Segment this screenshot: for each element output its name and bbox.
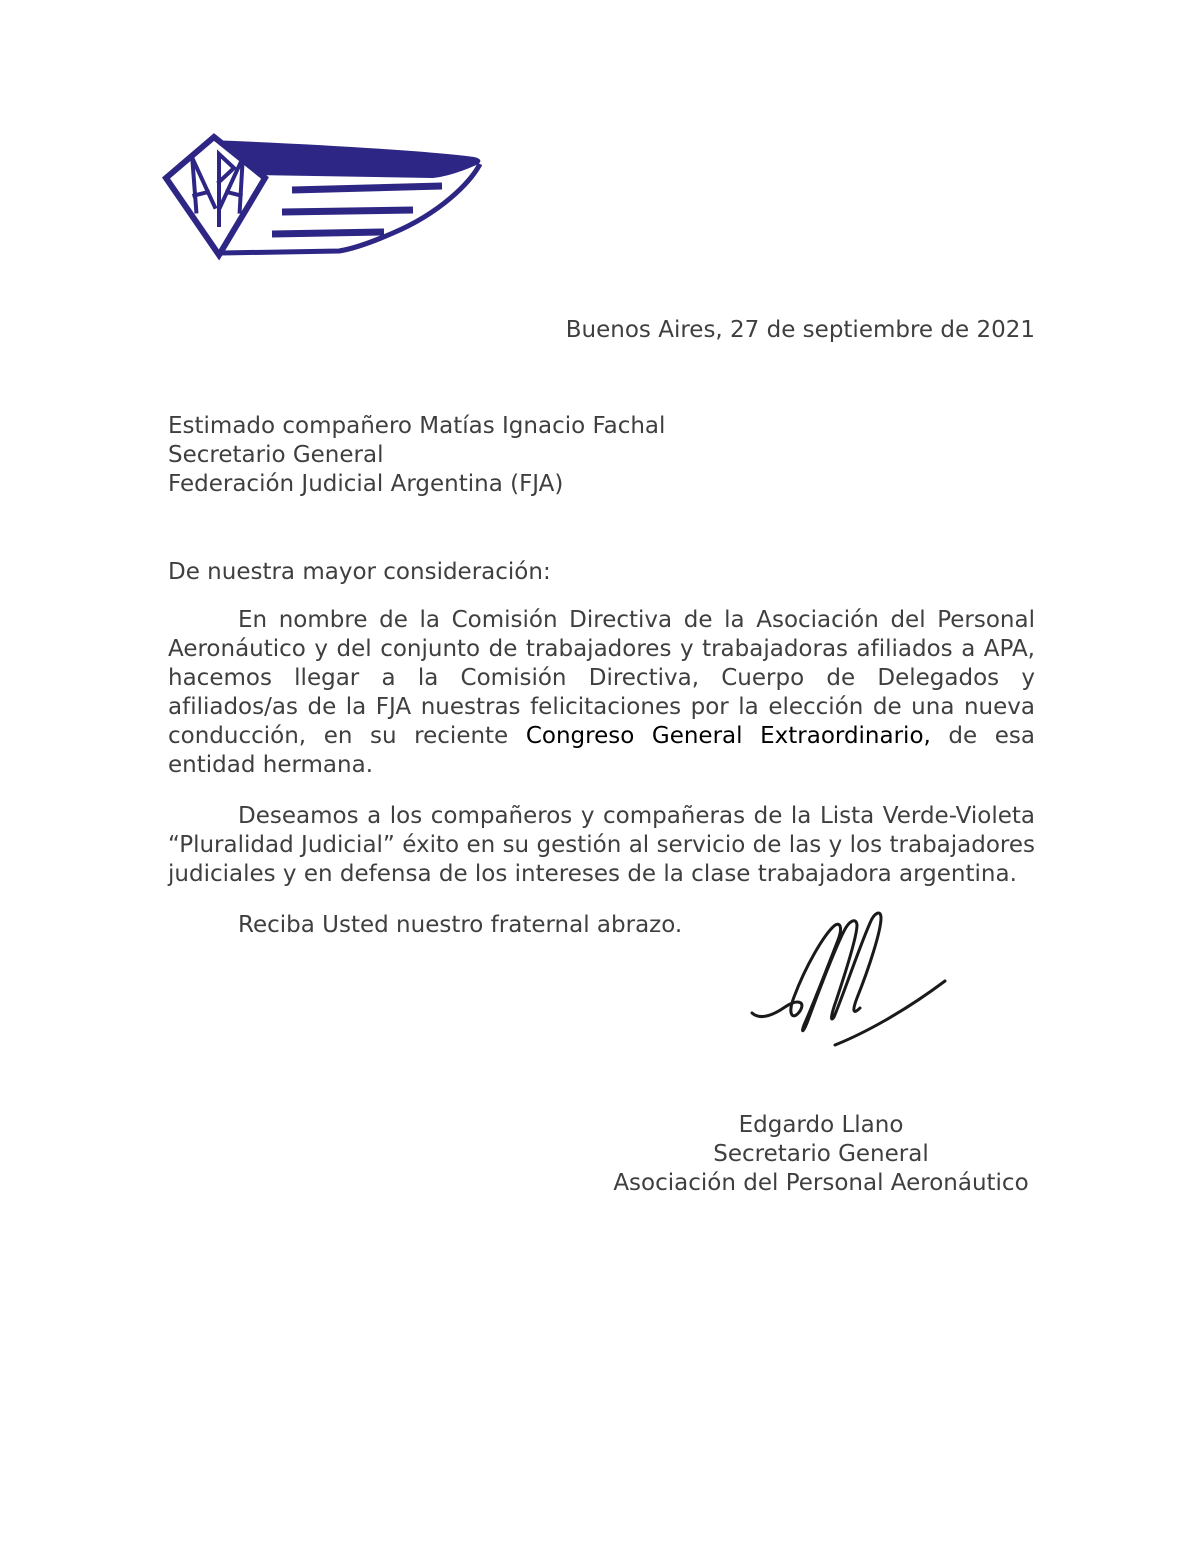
signer-name: Edgardo Llano [738,1112,904,1138]
salutation: De nuestra mayor consideración: [168,559,551,585]
apa-logo-icon [140,115,520,285]
body-paragraph-1 [168,606,1035,780]
signer-organization: Asociación del Personal Aeronáutico [613,1170,1029,1196]
farewell-line: Reciba Usted nuestro fraternal abrazo. [238,912,683,938]
handwritten-signature [740,893,960,1058]
paragraph-1-text-end: de esa entidad hermana. [168,723,1035,778]
recipient-name: Estimado compañero Matías Ignacio Fachal [168,413,666,439]
recipient-block [168,412,1035,499]
recipient-organization: Federación Judicial Argentina (FJA) [168,471,564,497]
paragraph-1-emphasis: Congreso General Extraordinario, [525,723,931,749]
body-paragraph-2: Deseamos a los compañeros y compañeras de la Lista Verde-Violeta “Pluralidad Judicial” éxito en su gestión al servicio de las y los trabajadores judiciales y en defensa de los intereses de la clase trabajadora argentina. [168,803,1035,887]
signer-title: Secretario General [713,1141,929,1167]
signer-block [605,1111,1037,1198]
recipient-title: Secretario General [168,442,384,468]
date-line: Buenos Aires, 27 de septiembre de 2021 [565,317,1035,343]
paragraph-1-text: En nombre de la Comisión Directiva de la Asociación del Personal Aeronáutico y del conjunto de trabajadores y trabajadoras afiliados a APA, hacemos llegar a la Comisión Directiva, Cuerpo de Delegados y afiliados/as de la FJA nuestras felicitaciones por la elección de una nueva conducción, en su reciente [168,607,1035,749]
